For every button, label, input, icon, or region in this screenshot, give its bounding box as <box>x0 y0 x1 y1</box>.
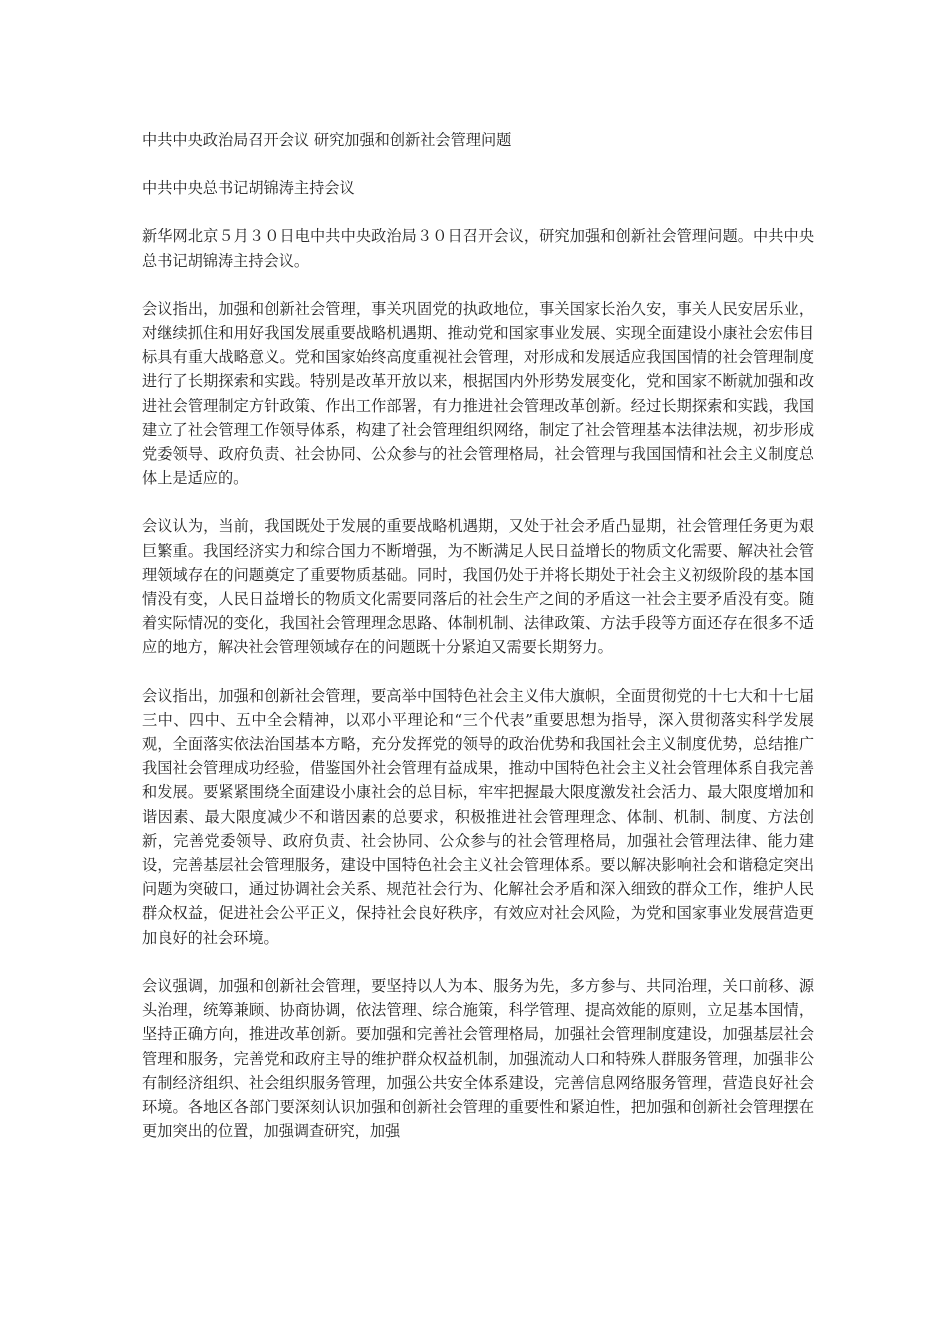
article-title: 中共中央政治局召开会议 研究加强和创新社会管理问题 <box>142 131 512 149</box>
paragraph-4: 会议指出，加强和创新社会管理，要高举中国特色社会主义伟大旗帜，全面贯彻党的十七大和十七届三中、四中、五中全会精神，以邓小平理论和“三个代表”重要思想为指导，深入贯彻落实科学发展观，全面落实依法治国基本方略，充分发挥党的领导的政治优势和我国社会主义制度优势，总结推广我国社会管理成功经验，借鉴国外社会管理有益成果，推动中国特色社会主义社会管理体系自我完善和发展。要紧紧围绕全面建设小康社会的总目标，牢牢把握最大限度激发社会活力、最大限度增加和谐因素、最大限度减少不和谐因素的总要求，积极推进社会管理理念、体制、机制、制度、方法创新，完善党委领导、政府负责、社会协同、公众参与的社会管理格局，加强社会管理法律、能力建设，完善基层社会管理服务，建设中国特色社会主义社会管理体系。要以解决影响社会和谐稳定突出问题为突破口，通过协调社会关系、规范社会行为、化解社会矛盾和深入细致的群众工作，维护人民群众权益，促进社会公平正义，保持社会良好秩序，有效应对社会风险，为党和国家事业发展营造更加良好的社会环境。 <box>142 686 814 947</box>
paragraph-2: 会议指出，加强和创新社会管理，事关巩固党的执政地位，事关国家长治久安，事关人民安居乐业，对继续抓住和用好我国发展重要战略机遇期、推动党和国家事业发展、实现全面建设小康社会宏伟目标具有重大战略意义。党和国家始终高度重视社会管理，对形成和发展适应我国国情的社会管理制度进行了长期探索和实践。特别是改革开放以来，根据国内外形势发展变化，党和国家不断就加强和改进社会管理制定方针政策、作出工作部署，有力推进社会管理改革创新。经过长期探索和实践，我国建立了社会管理工作领导体系，构建了社会管理组织网络，制定了社会管理基本法律法规，初步形成党委领导、政府负责、社会协同、公众参与的社会管理格局，社会管理与我国国情和社会主义制度总体上是适应的。 <box>142 299 814 488</box>
paragraph-3: 会议认为，当前，我国既处于发展的重要战略机遇期，又处于社会矛盾凸显期，社会管理任务更为艰巨繁重。我国经济实力和综合国力不断增强，为不断满足人民日益增长的物质文化需要、解决社会管理领域存在的问题奠定了重要物质基础。同时，我国仍处于并将长期处于社会主义初级阶段的基本国情没有变，人民日益增长的物质文化需要同落后的社会生产之间的矛盾这一社会主要矛盾没有变。随着实际情况的变化，我国社会管理理念思路、体制机制、法律政策、方法手段等方面还存在很多不适应的地方，解决社会管理领域存在的问题既十分紧迫又需要长期努力。 <box>142 517 814 657</box>
document-page <box>142 128 814 1143</box>
paragraph-5: 会议强调，加强和创新社会管理，要坚持以人为本、服务为先，多方参与、共同治理，关口前移、源头治理，统筹兼顾、协商协调，依法管理、综合施策，科学管理、提高效能的原则，立足基本国情，坚持正确方向，推进改革创新。要加强和完善社会管理格局，加强社会管理制度建设，加强基层社会管理和服务，完善党和政府主导的维护群众权益机制，加强流动人口和特殊人群服务管理，加强非公有制经济组织、社会组织服务管理，加强公共安全体系建设，完善信息网络服务管理，营造良好社会环境。各地区各部门要深刻认识加强和创新社会管理的重要性和紧迫性，把加强和创新社会管理摆在更加突出的位置，加强调查研究，加强 <box>142 976 814 1141</box>
paragraph-dateline: 新华网北京５月３０日电中共中央政治局３０日召开会议，研究加强和创新社会管理问题。中共中央总书记胡锦涛主持会议。 <box>142 227 814 270</box>
article-subtitle: 中共中央总书记胡锦涛主持会议 <box>142 179 355 198</box>
